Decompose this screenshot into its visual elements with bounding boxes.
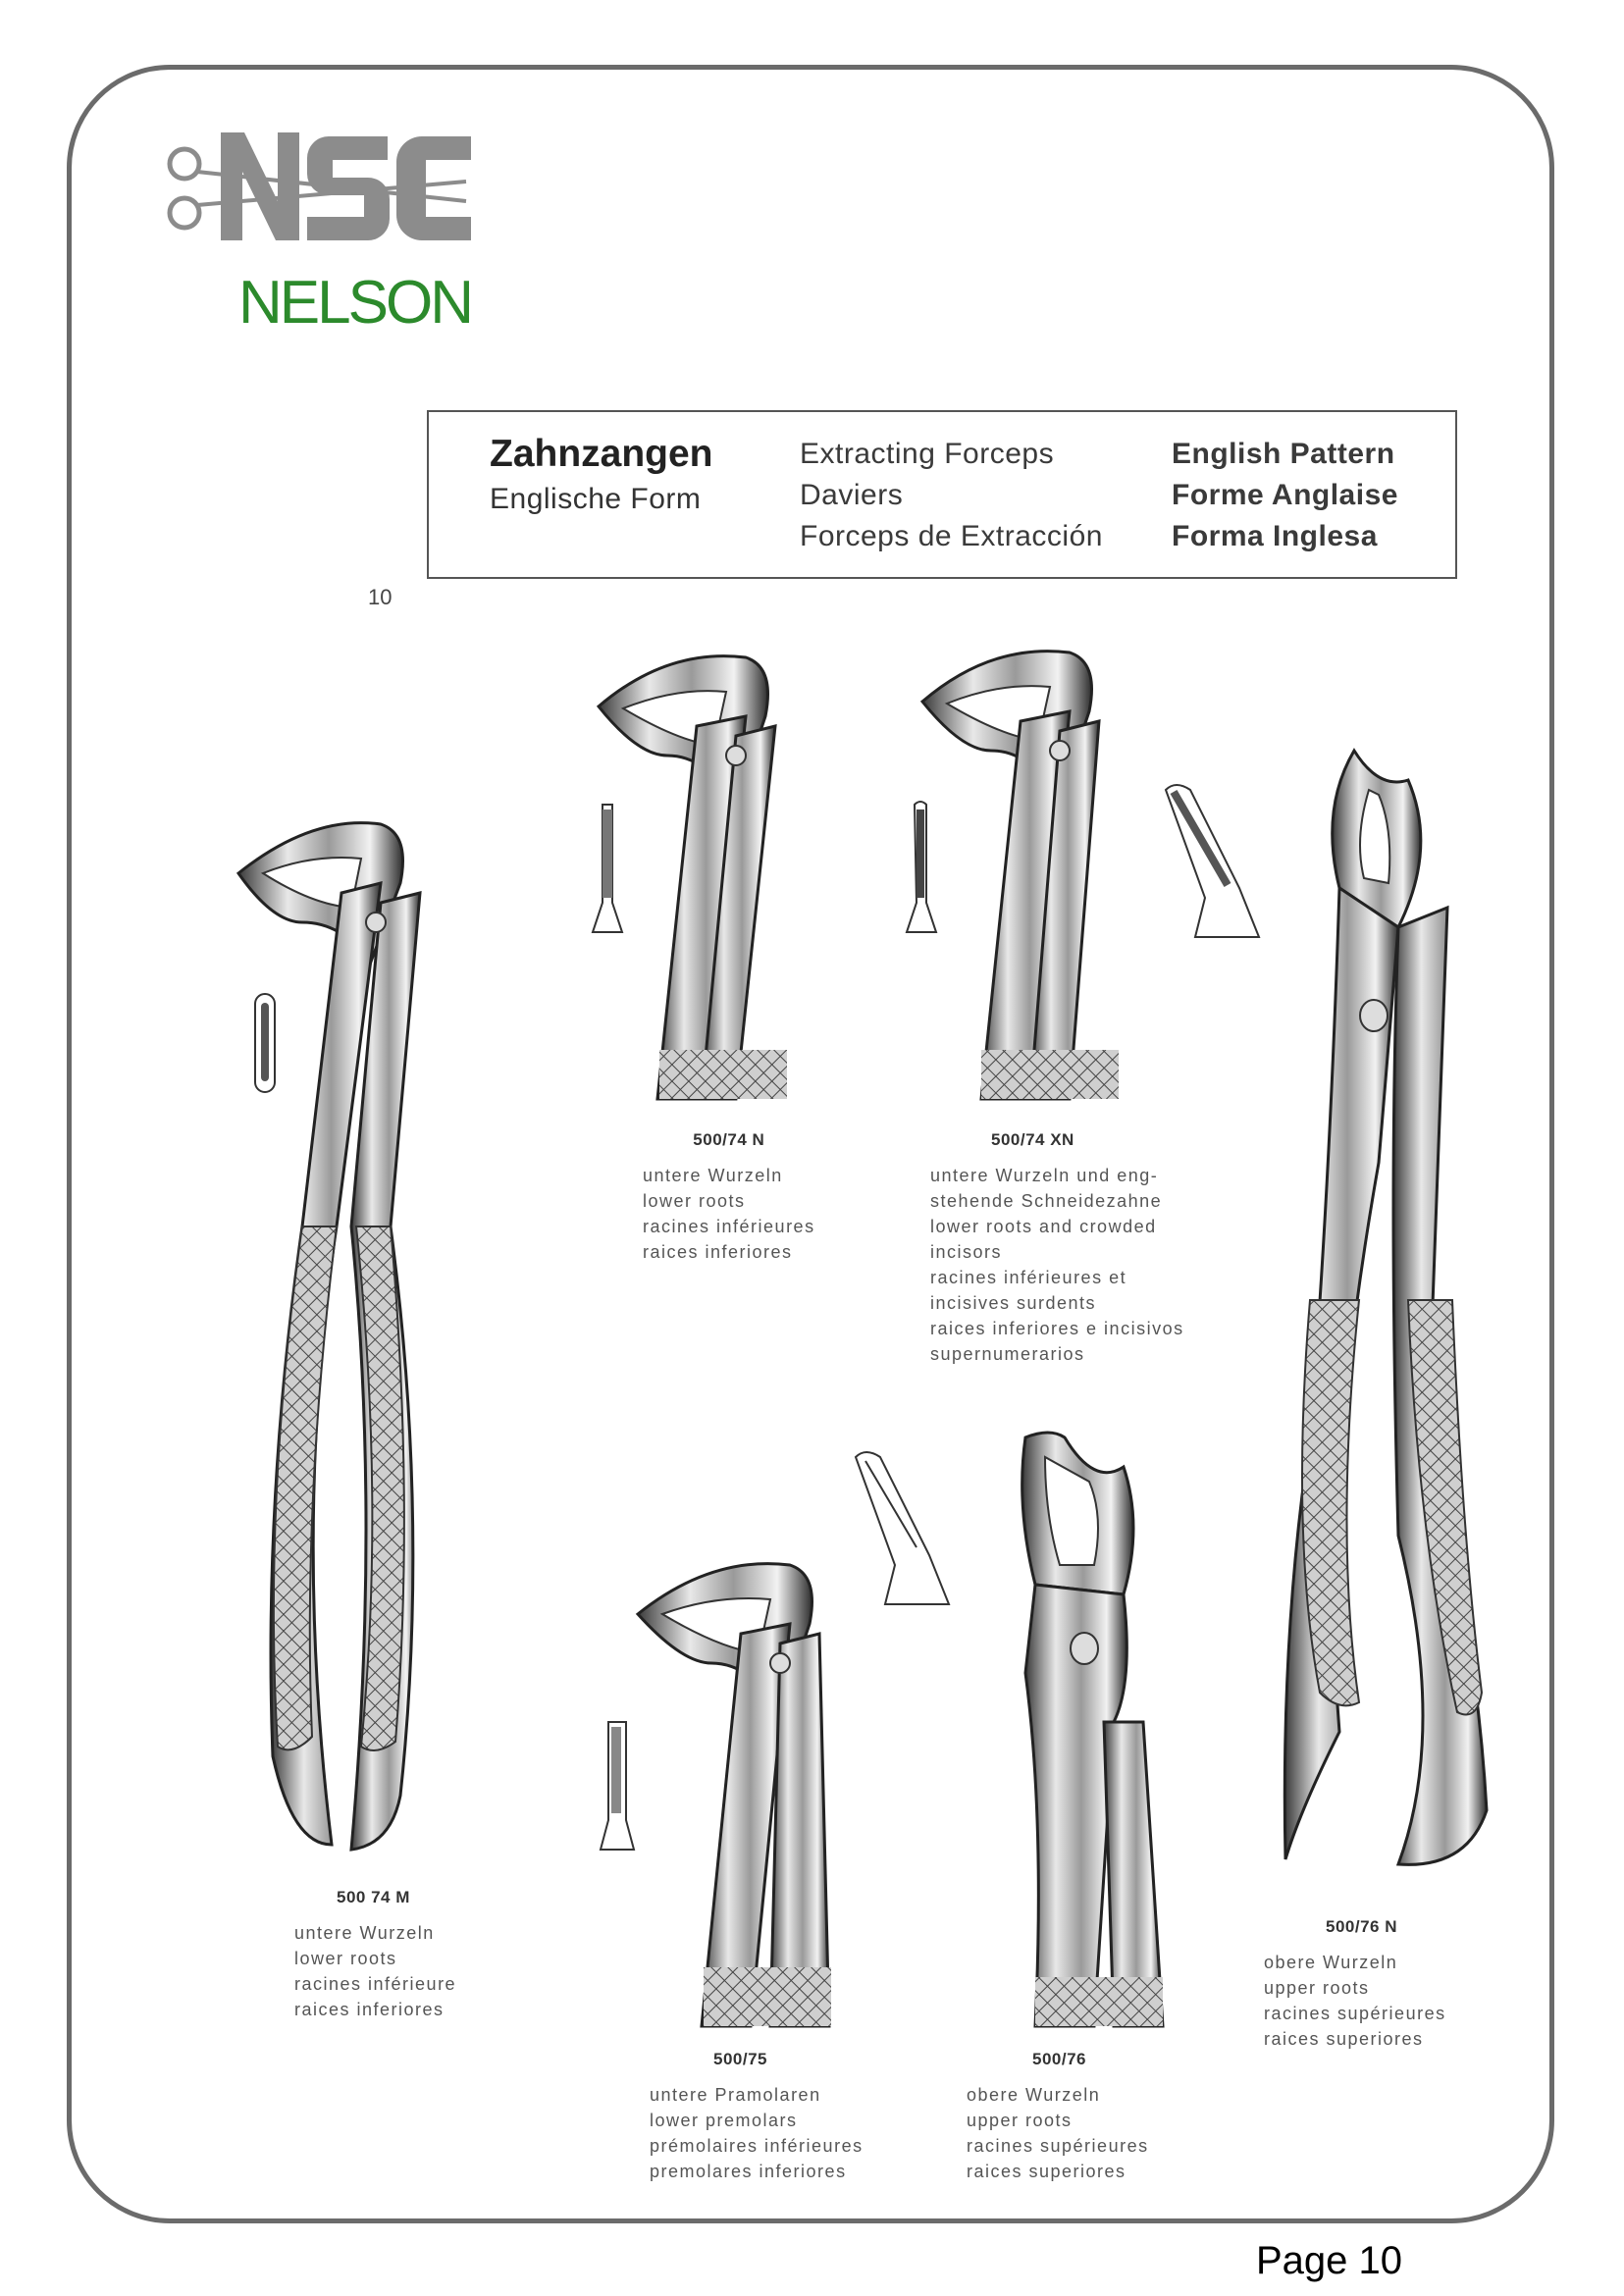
caption-line: raices inferiores (643, 1242, 793, 1262)
caption-line: untere Wurzeln (294, 1923, 435, 1943)
catalog-page-number: 10 (368, 585, 393, 609)
caption-line: incisors (930, 1242, 1003, 1262)
caption-line: untere Wurzeln (643, 1166, 783, 1185)
caption-line: obere Wurzeln (1264, 1953, 1398, 1972)
caption-500-74-n (643, 1126, 815, 1265)
caption-line: lower roots (294, 1949, 397, 1968)
title-col-3 (1172, 434, 1398, 557)
title-col-2 (800, 434, 1103, 557)
title-col3-line: Forme Anglaise (1172, 479, 1398, 511)
title-box (427, 410, 1457, 579)
footer-page-number: Page 10 (1256, 2239, 1403, 2282)
product-code: 500/76 N (1326, 1917, 1397, 1936)
forceps-500-76-image (1006, 1428, 1173, 2026)
title-german-sub: Englische Form (490, 483, 702, 515)
caption-line: stehende Schneidezahne (930, 1191, 1163, 1211)
caption-500-76-n (1264, 1913, 1446, 2052)
caption-line: lower premolars (650, 2111, 798, 2130)
caption-line: lower roots (643, 1191, 746, 1211)
caption-500-75 (650, 2046, 864, 2184)
caption-line: racines supérieures (1264, 2004, 1446, 2023)
product-code: 500/75 (713, 2050, 767, 2068)
caption-line: upper roots (967, 2111, 1073, 2130)
beak-side-profile-icon (846, 1447, 983, 1619)
caption-line: racines inférieures (643, 1217, 815, 1236)
beak-profile-icon (589, 800, 628, 942)
caption-line: upper roots (1264, 1978, 1370, 1998)
forceps-500-74-xn-image (913, 643, 1138, 1099)
caption-line: racines inférieure (294, 1974, 457, 1994)
beak-profile-icon (599, 1717, 638, 1859)
forceps-500-75-image (633, 1555, 859, 2026)
caption-line: lower roots and crowded (930, 1217, 1157, 1236)
title-col2-line: Forceps de Extracción (800, 520, 1103, 552)
nsc-nelson-logo (152, 123, 486, 337)
title-col2-line: Extracting Forceps (800, 438, 1055, 470)
caption-line: obere Wurzeln (967, 2085, 1101, 2105)
beak-side-profile-icon (1156, 780, 1293, 952)
caption-line: incisives surdents (930, 1293, 1097, 1313)
product-code: 500 74 M (337, 1888, 410, 1906)
title-col3-line: English Pattern (1172, 438, 1395, 470)
caption-line: raices superiores (1264, 2029, 1424, 2049)
caption-500-74-m (294, 1884, 456, 2022)
product-code: 500/76 (1032, 2050, 1086, 2068)
title-col2-line: Daviers (800, 479, 904, 511)
product-code: 500/74 XN (991, 1130, 1074, 1149)
forceps-500-76-n-image (1281, 751, 1496, 1869)
caption-line: supernumerarios (930, 1344, 1085, 1364)
caption-line: racines inférieures et (930, 1268, 1127, 1287)
forceps-500-74-m-image (234, 814, 440, 1854)
caption-line: prémolaires inférieures (650, 2136, 864, 2156)
title-german-main: Zahnzangen (490, 433, 713, 475)
product-code: 500/74 N (693, 1130, 765, 1149)
title-col3-line: Forma Inglesa (1172, 520, 1378, 552)
caption-line: racines supérieures (967, 2136, 1149, 2156)
beak-profile-icon (903, 800, 942, 947)
caption-500-74-xn (930, 1126, 1184, 1367)
caption-line: untere Wurzeln und eng- (930, 1166, 1159, 1185)
caption-line: premolares inferiores (650, 2162, 847, 2181)
caption-line: raices inferiores (294, 2000, 445, 2019)
nelson-wordmark: NELSON (238, 269, 471, 337)
caption-line: untere Pramolaren (650, 2085, 821, 2105)
caption-500-76 (967, 2046, 1149, 2184)
caption-line: raices inferiores e incisivos (930, 1319, 1184, 1338)
caption-line: raices superiores (967, 2162, 1126, 2181)
beak-profile-icon (250, 991, 280, 1099)
title-german (490, 430, 713, 520)
